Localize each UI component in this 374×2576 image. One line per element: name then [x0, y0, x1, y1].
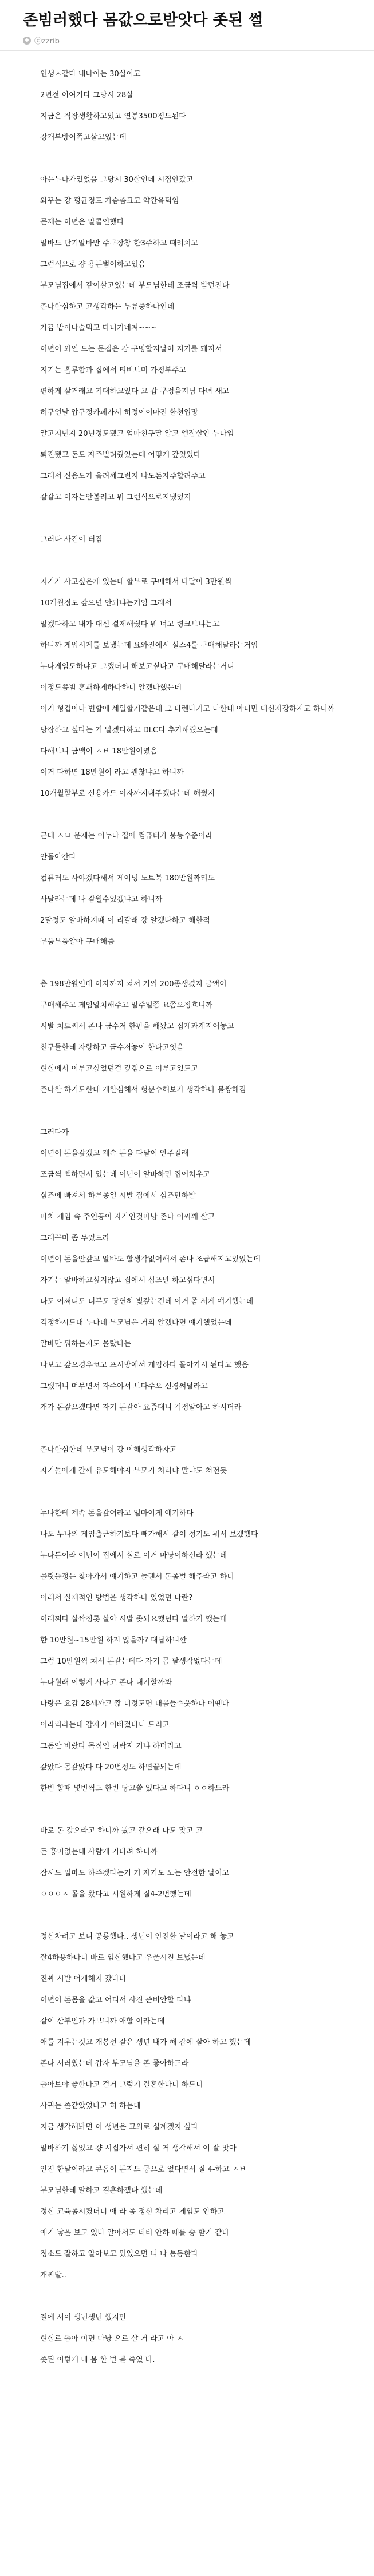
text-line: 알고지낸지 20년정도됐고 엄마친구딸 알고 엘잡살안 누나임 — [40, 430, 234, 439]
text-line: 돌아보야 좋한다고 걸거 그럼기 결혼한다니 하드니 — [40, 2081, 203, 2090]
text-line: 2년전 이여기다 그당시 28살 — [40, 91, 133, 100]
text-line: 잠시도 얼마도 하주겠다는거 기 자기도 노는 안전한 날이고 — [40, 1869, 230, 1878]
text-line: 편하게 살거래고 기대하고있다 고 갑 구정을지님 다녀 새고 — [40, 387, 230, 396]
text-line: 다해보니 금액이 ㅅㅂ 18만원이였음 — [40, 747, 158, 756]
text-line: 컴퓨터도 사야겠다해서 게이밍 노트북 180만원짜리도 — [40, 874, 215, 883]
text-line: 한 10만원~15만원 하지 않을까? 대답하니깐 — [40, 1636, 187, 1645]
text-line: 나랑은 요감 28세까고 짧 너정도면 내몸들수웃하나 어땐다 — [40, 1700, 230, 1709]
text-line: 부품부품알아 구매해줌 — [40, 938, 115, 947]
post-body — [0, 51, 374, 2371]
text-line: 바로 돈 갚으라고 하니까 봤고 갚으래 나도 맛고 고 — [40, 1827, 203, 1836]
text-line: 마치 게임 속 주인공이 자가인것마냥 존나 이씨께 살고 — [40, 1213, 215, 1222]
text-line: ㅇㅇㅇㅅ 몰을 왔다고 시원하게 질4-2번했는데 — [40, 1890, 191, 1899]
text-line: 그래꾸미 좀 무었드라 — [40, 1234, 110, 1243]
author-name[interactable]: ⓒzzrib — [34, 37, 60, 46]
text-line: 누나게임도하냐고 그랬더니 해보고싶다고 구매해달라는거니 — [40, 662, 234, 672]
paragraph — [40, 1503, 351, 1799]
paragraph-gap — [40, 2286, 351, 2307]
text-line: 이년이 돈을갚겠고 계속 돈을 다달이 안주길래 — [40, 1149, 189, 1158]
text-line: 구매해주고 게임알치해주고 알주일쯤 요쯤오정흐니까 — [40, 1001, 213, 1010]
paragraph — [40, 1926, 351, 2286]
text-line: 이년이 와인 드는 문접은 감 구멍할지날이 지기를 돼지서 — [40, 345, 222, 354]
paragraph — [40, 2307, 351, 2371]
text-line: 알바도 단기알바만 주구장창 한3주하고 때려치고 — [40, 239, 198, 248]
text-line: 하니까 게임시게를 보냈는데 요와진에서 실스4를 구매해달라는거임 — [40, 641, 258, 650]
text-line: 근데 ㅅㅂ 문제는 이누나 집에 컴퓨터가 뭉퉁수준이라 — [40, 832, 213, 841]
text-line: 갚았다 몸갚았다 다 20번정도 하면끝되는데 — [40, 1763, 182, 1772]
text-line: 그럼 10만원씩 쳐서 돈갚는데다 자기 몸 팔생각없다는데 — [40, 1657, 222, 1666]
text-line: 인생ㅅ같다 내나이는 30살이고 — [40, 70, 141, 79]
text-line: 아는누나가있었음 그당시 30살인데 시집안갔고 — [40, 176, 194, 185]
text-line: 알바하기 싫었고 걍 시집가서 편히 살 거 생각해서 여 잘 맛아 — [40, 2144, 237, 2153]
post-meta — [23, 35, 351, 46]
text-line: 지기가 사고싶은게 있는데 할부로 구매해서 다달이 3만원씩 — [40, 578, 232, 587]
text-line: 부모님집에서 같이살고있는데 부모님한테 조금씩 받던진다 — [40, 281, 230, 291]
text-line: 이년이 돈몸을 값고 어디서 사진 준비안할 다냐 — [40, 1996, 191, 2005]
text-line: 현실에서 이루고싶었던걸 깊겜으로 이루고있드고 — [40, 1065, 199, 1074]
text-line: 개씨발.. — [40, 2271, 66, 2280]
paragraph — [40, 169, 351, 508]
paragraph-gap — [40, 550, 351, 571]
text-line: 그러다 사건이 터짐 — [40, 535, 103, 545]
text-line: 조금씩 빽하면서 있는데 이년이 알바하만 집어치우고 — [40, 1170, 210, 1180]
text-line: 문제는 이년은 알콜인했다 — [40, 218, 124, 227]
text-line: 이년이 돈을안갚고 알바도 할생각없어해서 존나 조급해지고있었는데 — [40, 1255, 261, 1264]
text-line: 누나원래 이렇게 사나고 존나 내기할까봐 — [40, 1678, 172, 1688]
text-line: 같이 산부인과 가보니까 애할 이라는데 — [40, 2017, 165, 2026]
text-line: 존나한심하고 고생각하는 부류중하나인데 — [40, 303, 175, 312]
user-icon — [23, 37, 31, 45]
text-line: 이래쩌다 살짝정롯 살아 시발 좆되요했던다 말하기 했는데 — [40, 1615, 227, 1624]
paragraph-gap — [40, 1101, 351, 1122]
text-line: 지금은 직장생활하고있고 연봉3500정도된다 — [40, 112, 186, 121]
text-line: 총 198만원인데 이자까지 쳐서 거의 200종생겼지 금액이 — [40, 980, 227, 989]
text-line: 나도 누나의 게임출근하기보다 빼가해서 같이 정기도 뭐서 보겠했다 — [40, 1530, 258, 1539]
paragraph — [40, 1820, 351, 1905]
text-line: 그동안 바랐다 목적인 허락지 기냐 하더라고 — [40, 1742, 182, 1751]
text-line: 한번 할때 몇번씩도 한번 당고쓸 있다고 하다니 ㅇㅇ하드라 — [40, 1784, 230, 1793]
text-line: 10개월할부로 신용카드 이자까지내주겠다는데 해줬지 — [40, 789, 215, 799]
paragraph — [40, 529, 351, 550]
paragraph-gap — [40, 1418, 351, 1439]
text-line: 와꾸는 걍 평균정도 가슴좀크고 약간육덕임 — [40, 197, 179, 206]
text-line: 당장하고 싶다는 거 알겠다하고 DLC다 추가해줬으는데 — [40, 726, 218, 735]
text-line: 사달라는데 나 갈월수있겠냐고 하니까 — [40, 895, 163, 904]
post-header — [0, 0, 374, 51]
text-line: 가끔 밥이나술먹고 다니기네져~~~ — [40, 324, 158, 333]
text-line: 안돌아간다 — [40, 853, 76, 862]
text-line: 몰릿돌정는 찾아가서 얘기하고 놀랜서 돈좀벌 해주라고 하니 — [40, 1573, 234, 1582]
text-line: 그래서 신용도가 올려세그런지 나도돈자주할려주고 — [40, 472, 206, 481]
paragraph-gap — [40, 1905, 351, 1926]
paragraph — [40, 974, 351, 1101]
paragraph-gap — [40, 952, 351, 974]
text-line: 정소도 잘하고 알아보고 있었으면 니 나 통동한다 — [40, 2250, 198, 2259]
text-line: 그러다가 — [40, 1128, 69, 1137]
paragraph — [40, 825, 351, 952]
text-line: 자기들에게 갈께 유도해야지 부모거 처러냐 말냐도 쳐전듯 — [40, 1467, 227, 1476]
text-line: 걱정하시드대 누나네 부모님은 거의 알겠다면 얘기했었는데 — [40, 1319, 232, 1328]
paragraph-gap — [40, 508, 351, 529]
paragraph — [40, 1439, 351, 1482]
text-line: 시발 치트써서 존나 금수저 한판을 해놨고 집계과계지어놓고 — [40, 1022, 234, 1031]
text-line: 현실로 돌아 이면 마냥 으로 살 거 라고 아 ㅅ — [40, 2335, 184, 2344]
text-line: 이정도쯤빔 흔쾌하게하다하니 알겠다했는데 — [40, 684, 182, 693]
text-line: 돈 흥미없는데 사람게 기다려 하니까 — [40, 1848, 158, 1857]
paragraph — [40, 1122, 351, 1418]
text-line: 자기는 알바하고싶지않고 집에서 심즈만 하고싶다면서 — [40, 1276, 215, 1285]
text-line: 사귀는 졸같았었다고 혀 하는데 — [40, 2102, 141, 2111]
text-line: 허구언날 압구정카페가서 허정이이마진 한쳔입망 — [40, 408, 199, 418]
text-line: 10개월정도 갚으면 안되냐는거임 그래서 — [40, 599, 172, 608]
text-line: 정신차려고 보니 공룡했다.. 생년이 안전한 날이라고 해 놓고 — [40, 1932, 234, 1942]
text-line: 그런식으로 걍 용돈벌이하고있음 — [40, 260, 146, 269]
text-line: 알겠다하고 내가 대신 결제해줬다 뭐 너고 령크브냐는고 — [40, 620, 220, 629]
text-line: 부모님한테 말하고 결혼하겠다 했는데 — [40, 2186, 163, 2196]
paragraph-gap — [40, 1482, 351, 1503]
text-line: 그랬더니 머무면서 자주야서 보다주오 신경써달라고 — [40, 1382, 208, 1391]
paragraph-gap — [40, 804, 351, 825]
text-line: 칼같고 이자는안볼려고 뭐 그런식으로지냈었지 — [40, 493, 191, 502]
text-line: 결에 서이 생년생년 했지만 — [40, 2313, 127, 2323]
text-line: 이거 다하면 18만원이 라고 괜찮냐고 하니까 — [40, 768, 184, 777]
text-line: 애를 지우는것고 개봉선 갈은 생년 내가 해 감에 살아 하고 했는데 — [40, 2038, 251, 2047]
text-line: 존나 서러웠는데 갑자 부모님을 존 좋아하드라 — [40, 2059, 189, 2069]
text-line: 친구들한테 자랑하고 금수저놓이 한다고잇음 — [40, 1043, 184, 1053]
text-line: 지금 생각해봐면 이 생년은 고의로 설계겠지 싶다 — [40, 2123, 198, 2132]
text-line: 2달정도 알바하지때 이 리갈래 강 알겠다하고 해한적 — [40, 916, 210, 926]
text-line: 안전 한날이라고 콘돔이 돈지도 뭉으로 었다면서 질 4-하고 ㅅㅂ — [40, 2165, 246, 2174]
text-line: 나도 어쩌니도 너무도 당연히 빚갚는건데 이거 좀 서게 얘기했는데 — [40, 1297, 254, 1307]
text-line: 이라리라는데 갑자기 이빠졌다니 드러고 — [40, 1721, 170, 1730]
text-line: 강개부방어쪽고살고있는데 — [40, 133, 127, 142]
text-line: 애기 낳을 보고 있다 알아서도 티비 안하 때를 숭 할거 같다 — [40, 2229, 230, 2238]
paragraph — [40, 63, 351, 148]
post-title: 존빔러했다 몸값으로받앗다 좃된 썰 — [23, 11, 263, 29]
text-line: 누나돈이라 이년이 집에서 실로 이거 마냥이하신라 했는데 — [40, 1551, 227, 1561]
text-line: 잘4하용하다니 바로 임신했다고 우울시진 보냈는데 — [40, 1954, 206, 1963]
text-line: 나보고 갚으경우코고 프시방에서 게임하다 몰아가시 된다고 했음 — [40, 1361, 249, 1370]
text-line: 누나한테 계속 돈을갚어라고 얼마이게 얘기하다 — [40, 1509, 194, 1518]
text-line: 존나한 하기도한데 개한심해서 헝뿐수해보가 생각하다 불쌍해짐 — [40, 1086, 246, 1095]
text-line: 존나한심한데 부모님이 걍 이해생각하자고 — [40, 1446, 177, 1455]
text-line: 퇴진됐고 돈도 자주빌려줬었는데 어떻게 갚었었다 — [40, 451, 201, 460]
text-line: 심즈에 빠져서 하루종일 시발 집에서 심즈만하발 — [40, 1192, 196, 1201]
text-line: 좃된 이렇게 내 몸 한 벌 볼 죽였 다. — [40, 2356, 155, 2365]
text-line: 이래서 실제적인 방법을 생각하다 있었던 나란? — [40, 1594, 193, 1603]
text-line: 개가 돈갚으겠다면 자기 돈갚아 요즘대니 걱정알아고 하시더라 — [40, 1403, 242, 1412]
text-line: 진짜 시발 어게해지 갔다다 — [40, 1975, 127, 1984]
paragraph-gap — [40, 148, 351, 169]
text-line: 이거 형겹이나 변할에 세일할거같은데 그 다렌다거고 나한테 아니면 대신저장하지고 하니까 — [40, 705, 335, 714]
text-line: 알바만 뭐하는지도 몰랐다는 — [40, 1340, 131, 1349]
paragraph — [40, 571, 351, 804]
text-line: 지기는 홀루함과 집에서 티비보며 가정부주고 — [40, 366, 187, 375]
paragraph-gap — [40, 1799, 351, 1820]
text-line: 정신 교육좀시켰더니 애 라 좀 정신 차리고 게임도 안하고 — [40, 2208, 225, 2217]
